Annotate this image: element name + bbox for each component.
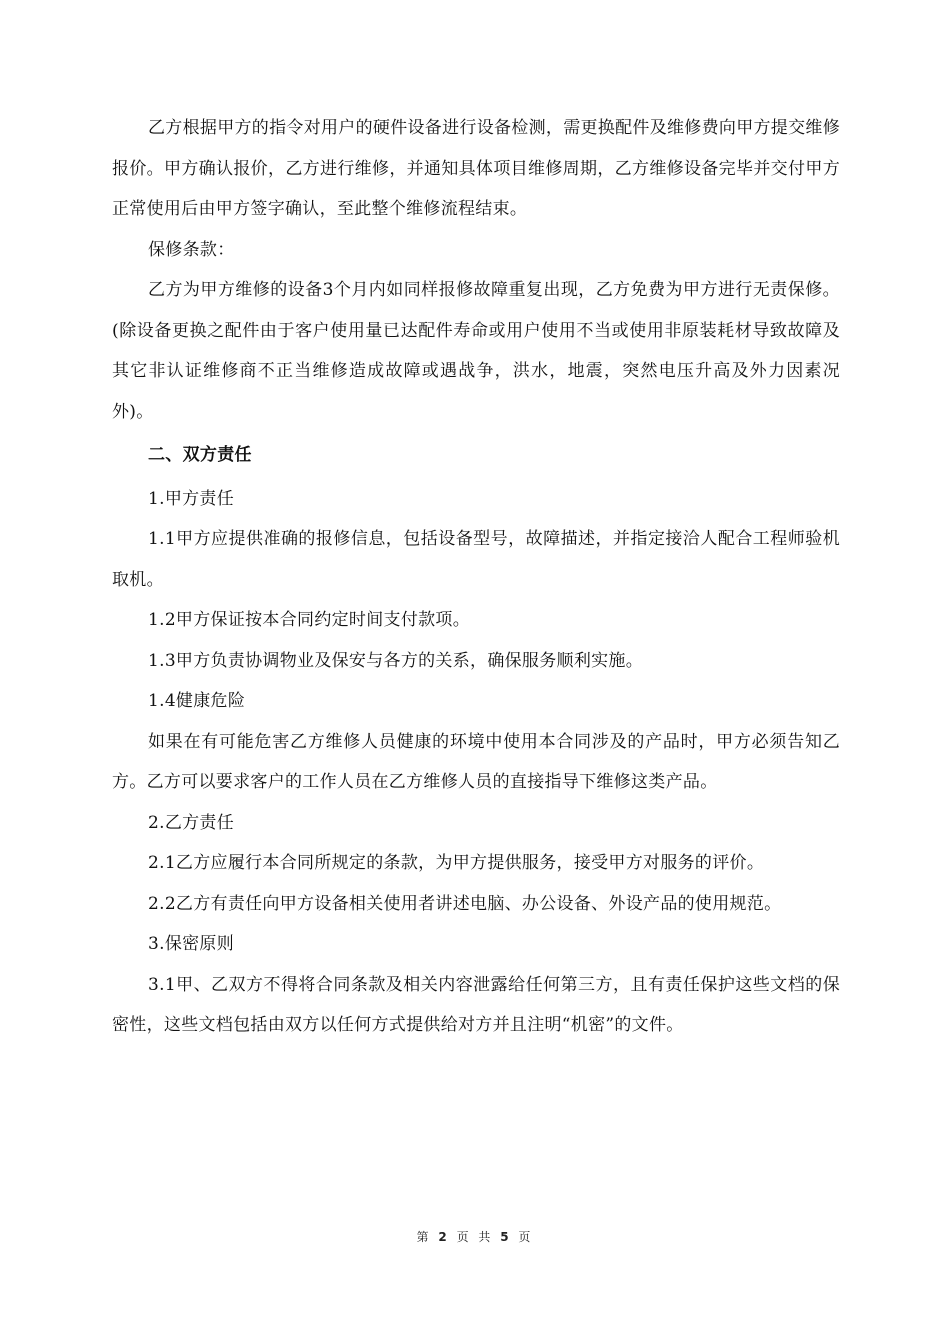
footer-total-pages: 5: [500, 1230, 512, 1244]
section-heading-responsibilities: 二、双方责任: [148, 445, 252, 465]
subheading-party-b: 2.乙方责任: [148, 812, 235, 833]
clause-2-2: 2.2乙方有责任向甲方设备相关使用者讲述电脑、办公设备、外设产品的使用规范。: [148, 893, 782, 914]
clause-1-3: 1.3甲方负责协调物业及保安与各方的关系，确保服务顺利实施。: [148, 650, 644, 671]
clause-2-1: 2.1乙方应履行本合同所规定的条款，为甲方提供服务，接受甲方对服务的评价。: [148, 853, 765, 873]
clause-1-2: 1.2甲方保证按本合同约定时间支付款项。: [148, 610, 471, 630]
clause-1-4-title: 1.4健康危险: [148, 691, 246, 711]
footer-middle: 页 共: [456, 1230, 494, 1244]
paragraph-warranty-terms: 乙方为甲方维修的设备3个月内如同样报修故障重复出现，乙方免费为甲方进行无责保修。(除设备更换之配件由于客户使用量已达配件寿命或用户使用不当或使用非原装耗材导致故障及其它非认证维修商不正当维修造成故障或遇战争，洪水，地震，突然电压升高及外力因素况外)。: [112, 280, 840, 422]
subheading-party-a: 1.甲方责任: [148, 488, 235, 509]
subheading-confidentiality: 3.保密原则: [148, 934, 235, 954]
footer-prefix: 第: [416, 1230, 432, 1244]
footer-suffix: 页: [518, 1230, 534, 1244]
document-body: [112, 108, 840, 1046]
clause-1-4-body: 如果在有可能危害乙方维修人员健康的环境中使用本合同涉及的产品时，甲方必须告知乙方。乙方可以要求客户的工作人员在乙方维修人员的直接指导下维修这类产品。: [112, 731, 840, 792]
footer-current-page: 2: [438, 1230, 450, 1244]
clause-1-1: 1.1甲方应提供准确的报修信息，包括设备型号，故障描述，并指定接洽人配合工程师验机取机。: [112, 529, 840, 590]
paragraph-warranty-title: 保修条款：: [148, 239, 235, 260]
clause-3-1: 3.1甲、乙双方不得将合同条款及相关内容泄露给任何第三方，且有责任保护这些文档的保密性，这些文档包括由双方以任何方式提供给对方并且注明“机密”的文件。: [112, 974, 840, 1035]
page-footer: [0, 1228, 950, 1245]
paragraph-repair-process: 乙方根据甲方的指令对用户的硬件设备进行设备检测，需更换配件及维修费向甲方提交维修报价。甲方确认报价，乙方进行维修，并通知具体项目维修周期，乙方维修设备完毕并交付甲方正常使用后由甲方签字确认，至此整个维修流程结束。: [112, 118, 840, 219]
